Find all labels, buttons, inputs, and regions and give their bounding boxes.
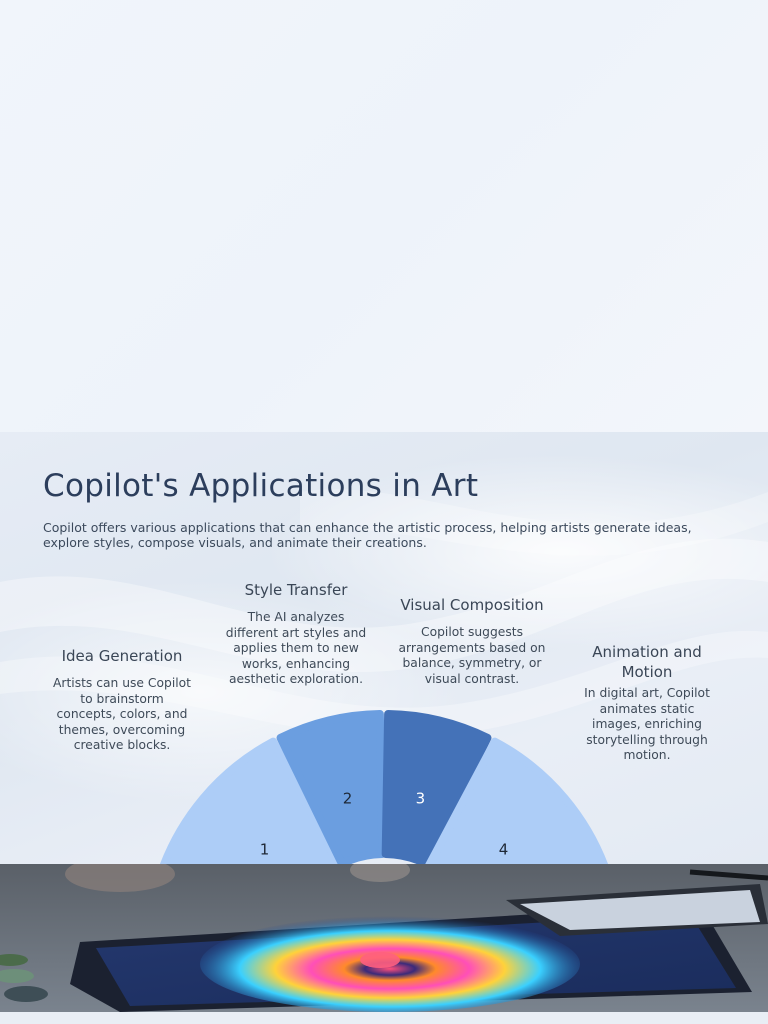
applications-slide	[0, 432, 768, 864]
application-title: Style Transfer	[244, 581, 348, 599]
slide-intro: Copilot offers various applications that can enhance the artistic process, helping artists generate ideas, explore styles, compose visuals, and animate their creations.	[43, 520, 692, 550]
application-title: Idea Generation	[61, 647, 183, 665]
application-description: The AI analyzes different art styles and applies them to new works, enhancing aesthetic exploration.	[225, 610, 367, 686]
application-title: Animation and Motion	[592, 643, 702, 681]
wheel-segment-number: 3	[415, 789, 426, 808]
wheel-segment-number: 4	[498, 840, 509, 859]
wheel-segment-number: 1	[259, 840, 270, 859]
tablet-artwork-image	[0, 864, 768, 1012]
wheel-segment-number: 2	[342, 789, 353, 808]
application-wheel	[0, 432, 768, 864]
slide-title: Copilot's Applications in Art	[43, 468, 479, 504]
application-description: In digital art, Copilot animates static images, enriching storytelling through motion.	[584, 686, 710, 762]
application-description: Artists can use Copilot to brainstorm concepts, colors, and themes, overcoming creative blocks.	[52, 676, 192, 752]
application-description: Copilot suggests arrangements based on balance, symmetry, or visual contrast.	[398, 625, 546, 686]
blank-top-area	[0, 0, 768, 432]
application-title: Visual Composition	[400, 596, 544, 614]
tablet-artwork-photo	[0, 864, 768, 1012]
bottom-strip	[0, 1012, 768, 1024]
